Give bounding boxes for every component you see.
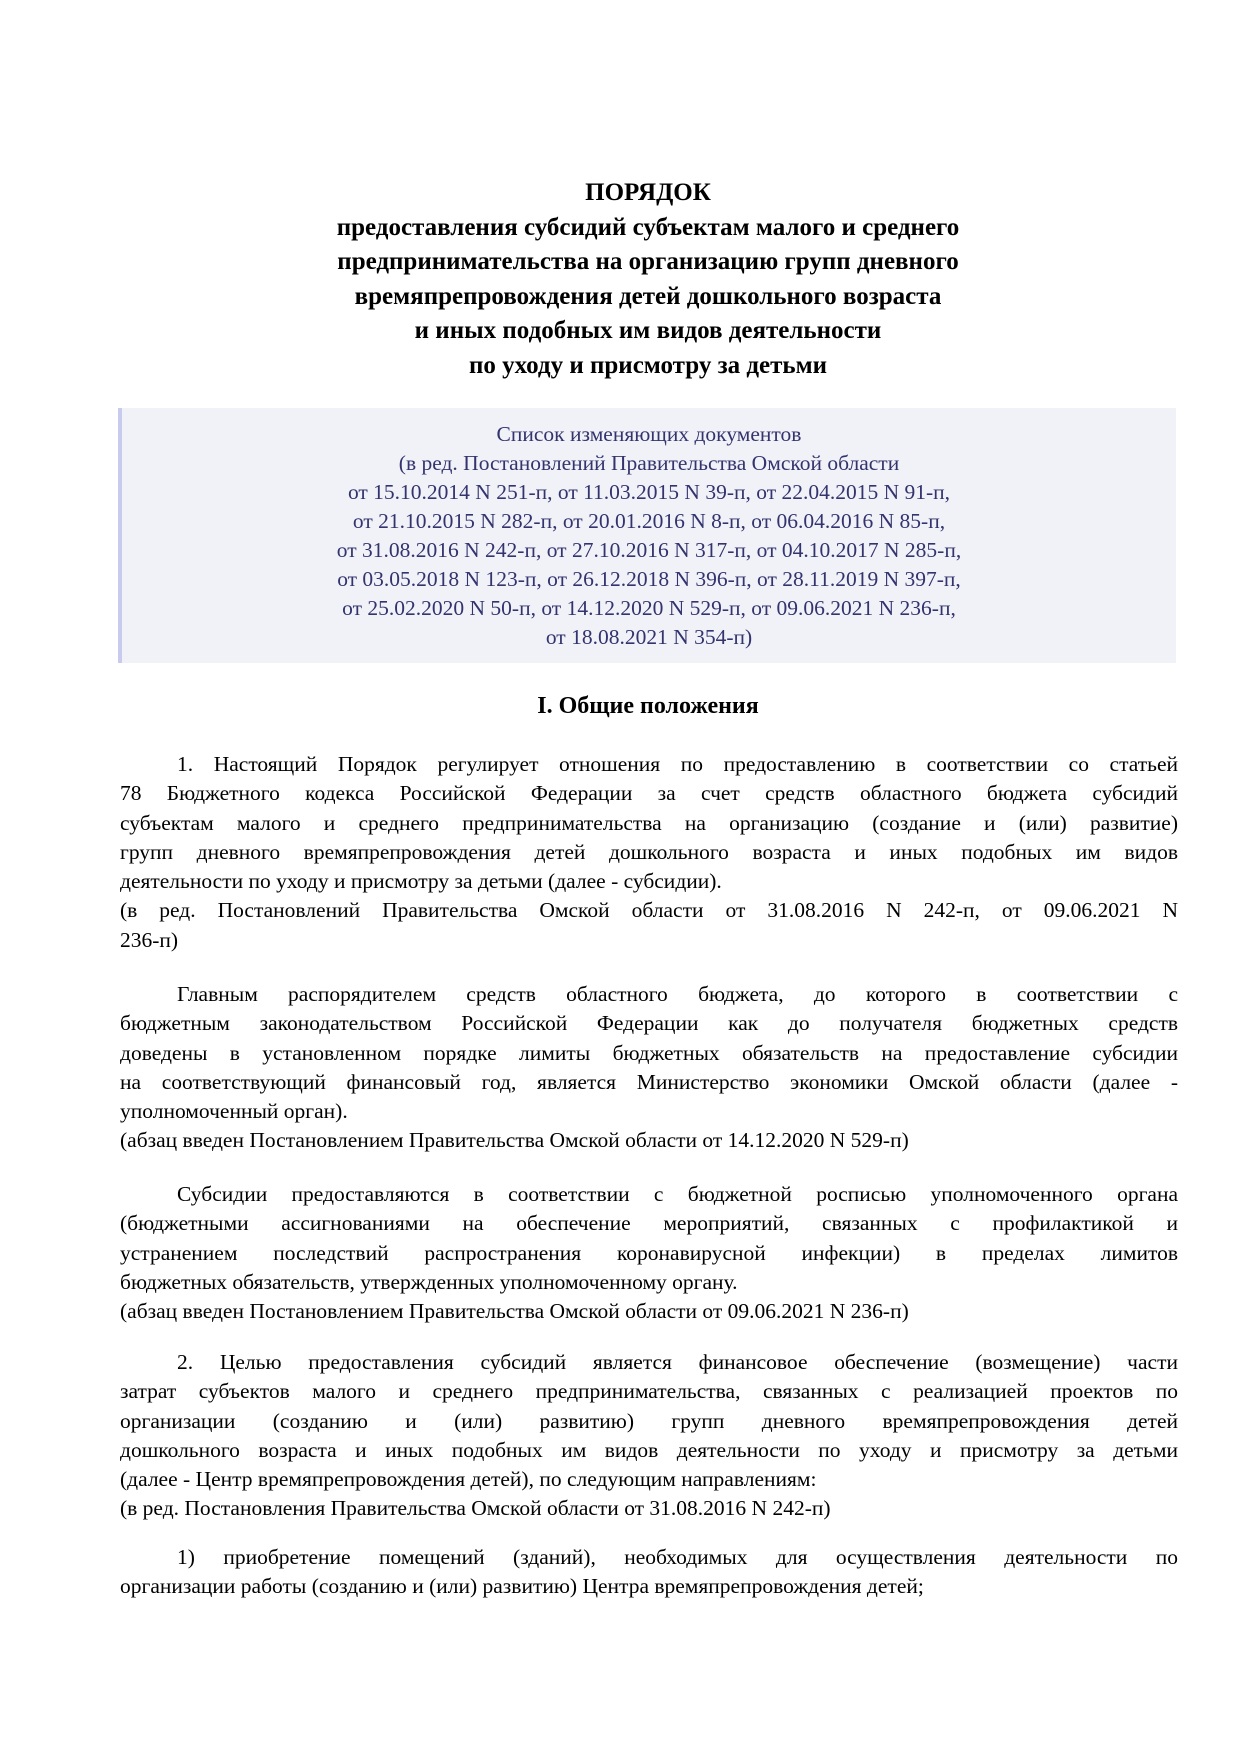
paragraph-line: бюджетных обязательств, утвержденных уполномоченному органу. [120, 1269, 738, 1294]
paragraph-line: деятельности по уходу и присмотру за детьми (далее - субсидии). [120, 869, 722, 894]
subtitle-line: предоставления субсидий субъектам малого и среднего [336, 213, 960, 241]
amending-documents-box [118, 408, 1176, 663]
amending-documents-line: от 03.05.2018 N 123-п, от 26.12.2018 N 396-п, от 28.11.2019 N 397-п, [337, 567, 961, 591]
paragraph-line: Субсидии предоставляются в соответствии с бюджетной росписью уполномоченного органа [177, 1182, 1178, 1206]
paragraph-line: (бюджетными ассигнованиями на обеспечение мероприятий, связанных с профилактикой и [120, 1211, 1178, 1236]
paragraph-1 [120, 750, 1178, 955]
paragraph-line: доведены в установленном порядке лимиты бюджетных обязательств на предоставление субсидии [120, 1040, 1178, 1065]
document-title: ПОРЯДОК [585, 179, 711, 206]
paragraph-2 [120, 980, 1178, 1156]
amending-documents-line: от 31.08.2016 N 242-п, от 27.10.2016 N 317-п, от 04.10.2017 N 285-п, [336, 538, 962, 562]
amending-documents-line: (в ред. Постановлений Правительства Омской области [398, 451, 900, 475]
amendment-note: 236-п) [120, 927, 179, 952]
subtitle-line: предпринимательства на организацию групп дневного [337, 248, 959, 275]
paragraph-line: Главным распорядителем средств областного бюджета, до которого в соответствии с [177, 982, 1178, 1006]
amendment-note: (абзац введен Постановлением Правительства Омской области от 09.06.2021 N 236-п) [120, 1299, 909, 1324]
amending-documents-heading: Список изменяющих документов [496, 422, 802, 446]
paragraph-line: (далее - Центр времяпрепровождения детей), по следующим направлениям: [120, 1467, 817, 1492]
paragraph-line: 1. Настоящий Порядок регулирует отношения по предоставлению в соответствии со статьей [177, 752, 1178, 776]
amending-documents-line: от 15.10.2014 N 251-п, от 11.03.2015 N 39-п, от 22.04.2015 N 91-п, [347, 480, 951, 504]
amendment-note: (абзац введен Постановлением Правительства Омской области от 14.12.2020 N 529-п) [120, 1128, 909, 1153]
subtitle-line: и иных подобных им видов деятельности [414, 317, 882, 344]
paragraph-line: 1) приобретение помещений (зданий), необходимых для осуществления деятельности по [177, 1545, 1178, 1569]
amending-documents-line: от 21.10.2015 N 282-п, от 20.01.2016 N 8-п, от 06.04.2016 N 85-п, [352, 509, 946, 533]
paragraph-line: субъектам малого и среднего предпринимательства на организацию (создание и (или) развитие) [120, 810, 1178, 835]
subtitle-line: по уходу и присмотру за детьми [468, 351, 828, 379]
document-title-block [120, 176, 1176, 383]
paragraph-line: групп дневного времяпрепровождения детей дошкольного возраста и иных подобных им видов [120, 839, 1178, 864]
paragraph-line: организации (созданию и (или) развитию) групп дневного времяпрепровождения детей [120, 1408, 1178, 1433]
paragraph-line: на соответствующий финансовый год, является Министерство экономики Омской области (далее - [120, 1069, 1178, 1094]
paragraph-line: дошкольного возраста и иных подобных им видов деятельности по уходу и присмотру за детьми [120, 1437, 1178, 1462]
paragraph-line: уполномоченный орган). [120, 1099, 348, 1124]
paragraph-line: 78 Бюджетного кодекса Российской Федерации за счет средств областного бюджета субсидий [120, 781, 1178, 806]
paragraph-5 [120, 1543, 1178, 1602]
paragraph-line: устранением последствий распространения коронавирусной инфекции) в пределах лимитов [120, 1240, 1178, 1265]
amendment-note: (в ред. Постановления Правительства Омской области от 31.08.2016 N 242-п) [120, 1496, 831, 1521]
amendment-note: (в ред. Постановлений Правительства Омской области от 31.08.2016 N 242-п, от 09.06.2021 N [120, 898, 1178, 923]
paragraph-line: 2. Целью предоставления субсидий является финансовое обеспечение (возмещение) части [177, 1350, 1178, 1374]
paragraph-line: затрат субъектов малого и среднего предпринимательства, связанных с реализацией проектов по [120, 1379, 1178, 1404]
subtitle-line: времяпрепровождения детей дошкольного возраста [354, 282, 942, 310]
paragraph-line: организации работы (созданию и (или) развитию) Центра времяпрепровождения детей; [120, 1574, 924, 1599]
paragraph-3 [120, 1180, 1178, 1326]
amending-documents-line: от 25.02.2020 N 50-п, от 14.12.2020 N 529-п, от 09.06.2021 N 236-п, [342, 596, 956, 620]
paragraph-4 [120, 1348, 1178, 1524]
paragraph-line: бюджетным законодательством Российской Федерации как до получателя бюджетных средств [120, 1011, 1178, 1036]
section-heading: I. Общие положения [537, 693, 759, 719]
amending-documents-line: от 18.08.2021 N 354-п) [545, 625, 753, 649]
